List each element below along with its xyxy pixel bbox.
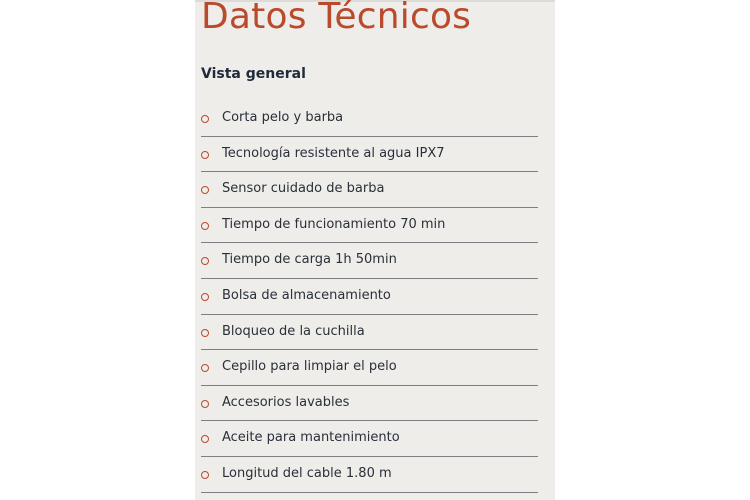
list-item bbox=[201, 421, 538, 457]
circle-bullet-icon bbox=[201, 435, 209, 443]
circle-bullet-icon bbox=[201, 293, 209, 301]
feature-label: Sensor cuidado de barba bbox=[222, 181, 385, 197]
feature-label: Tiempo de funcionamiento 70 min bbox=[222, 216, 446, 232]
list-item bbox=[201, 137, 538, 173]
circle-bullet-icon bbox=[201, 151, 209, 159]
list-item bbox=[201, 457, 538, 493]
list-item bbox=[201, 101, 538, 137]
circle-bullet-icon bbox=[201, 471, 209, 479]
circle-bullet-icon bbox=[201, 222, 209, 230]
list-item bbox=[201, 172, 538, 208]
circle-bullet-icon bbox=[201, 257, 209, 265]
list-item bbox=[201, 208, 538, 244]
feature-label: Tiempo de carga 1h 50min bbox=[222, 252, 397, 268]
section-subtitle: Vista general bbox=[201, 66, 306, 82]
circle-bullet-icon bbox=[201, 329, 209, 337]
list-item bbox=[201, 315, 538, 351]
list-item bbox=[201, 386, 538, 422]
feature-label: Bolsa de almacenamiento bbox=[222, 287, 391, 303]
feature-label: Cepillo para limpiar el pelo bbox=[222, 359, 397, 375]
feature-label: Tecnología resistente al agua IPX7 bbox=[222, 145, 445, 161]
list-item bbox=[201, 279, 538, 315]
feature-label: Longitud del cable 1.80 m bbox=[222, 465, 392, 481]
circle-bullet-icon bbox=[201, 400, 209, 408]
feature-label: Aceite para mantenimiento bbox=[222, 430, 400, 446]
feature-label: Accesorios lavables bbox=[222, 394, 350, 410]
circle-bullet-icon bbox=[201, 364, 209, 372]
circle-bullet-icon bbox=[201, 115, 209, 123]
feature-label: Bloqueo de la cuchilla bbox=[222, 323, 365, 339]
list-item bbox=[201, 350, 538, 386]
feature-list bbox=[201, 101, 538, 493]
technical-data-panel bbox=[195, 0, 555, 500]
page-title: Datos Técnicos bbox=[201, 0, 472, 37]
feature-label: Corta pelo y barba bbox=[222, 110, 344, 125]
list-item bbox=[201, 243, 538, 279]
circle-bullet-icon bbox=[201, 186, 209, 194]
